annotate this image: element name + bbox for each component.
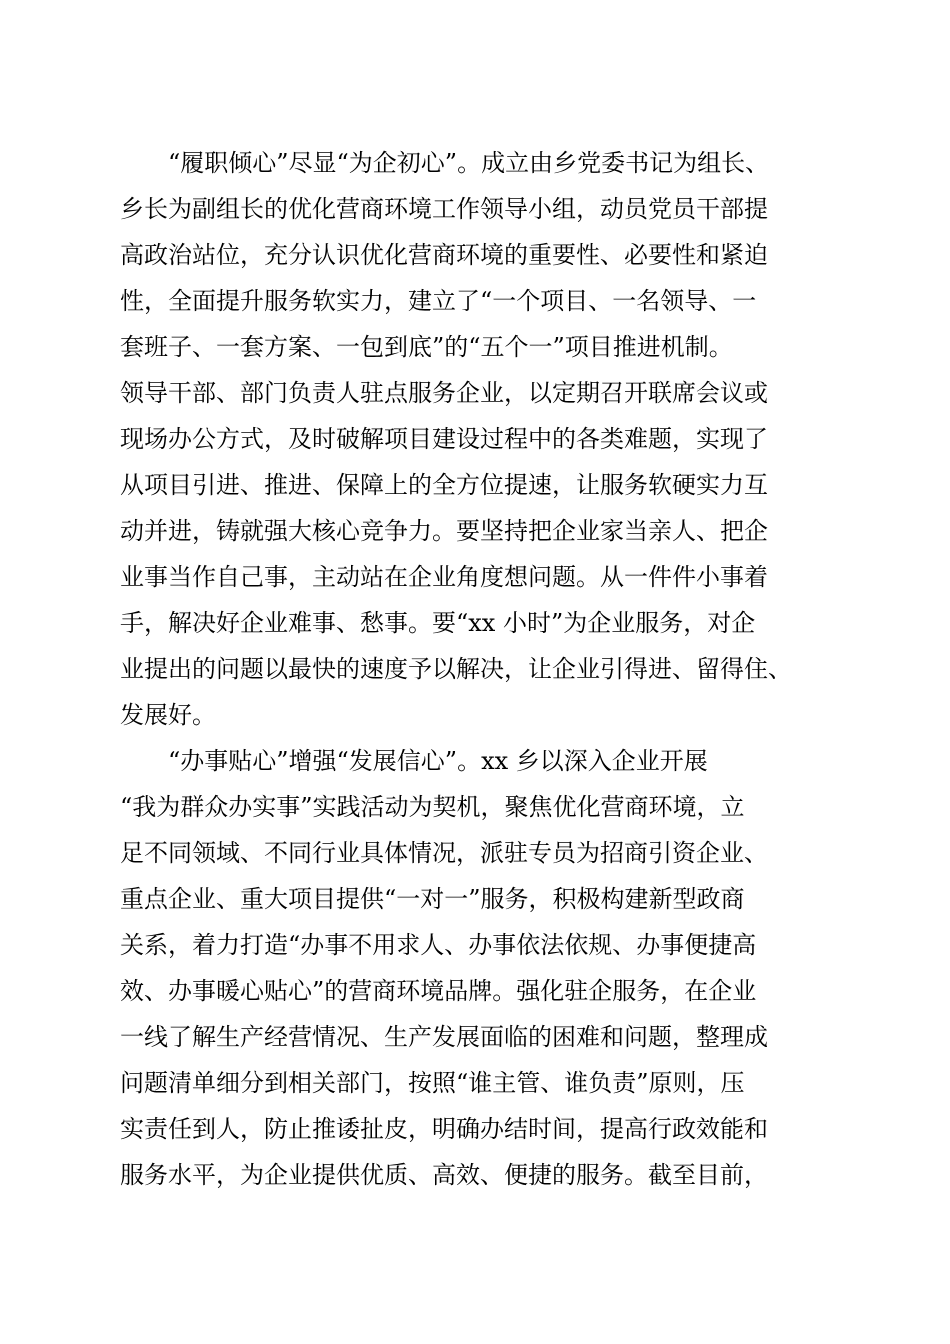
paragraph-2 [120,738,830,1198]
paragraph-line: 发展好。 [120,701,216,729]
paragraph-line: “办事贴心”增强“发展信心”。xx 乡以深入企业开展 [168,747,708,775]
paragraph-line: 关系，着力打造“办事不用求人、办事依法依规、办事便捷高 [120,931,757,959]
paragraph-line: 乡长为副组长的优化营商环境工作领导小组，动员党员干部提 [120,195,768,223]
paragraph-1 [120,140,830,738]
paragraph-line: 套班子、一套方案、一包到底”的“五个一”项目推进机制。 [120,333,733,361]
paragraph-line: 一线了解生产经营情况、生产发展面临的困难和问题，整理成 [120,1023,768,1051]
paragraph-line: 效、办事暖心贴心”的营商环境品牌。强化驻企服务，在企业 [120,977,757,1005]
paragraph-line: 手，解决好企业难事、愁事。要“xx 小时”为企业服务，对企 [120,609,756,637]
paragraph-line: 领导干部、部门负责人驻点服务企业，以定期召开联席会议或 [120,379,768,407]
paragraph-line: 业提出的问题以最快的速度予以解决，让企业引得进、留得住、 [120,655,792,683]
paragraph-line: “我为群众办实事”实践活动为契机，聚焦优化营商环境，立 [120,793,745,821]
paragraph-line: 现场办公方式，及时破解项目建设过程中的各类难题，实现了 [120,425,768,453]
paragraph-line: 足不同领域、不同行业具体情况，派驻专员为招商引资企业、 [120,839,768,867]
paragraph-line: 动并进，铸就强大核心竞争力。要坚持把企业家当亲人、把企 [120,517,768,545]
paragraph-line: 重点企业、重大项目提供“一对一”服务，积极构建新型政商 [120,885,745,913]
paragraph-line: 性，全面提升服务软实力，建立了“一个项目、一名领导、一 [120,287,757,315]
paragraph-line: 高政治站位，充分认识优化营商环境的重要性、必要性和紧迫 [120,241,768,269]
paragraph-line: “履职倾心”尽显“为企初心”。成立由乡党委书记为组长、 [168,149,770,177]
paragraph-line: 业事当作自己事，主动站在企业角度想问题。从一件件小事着 [120,563,768,591]
paragraph-line: 问题清单细分到相关部门，按照“谁主管、谁负责”原则，压 [120,1069,745,1097]
paragraph-line: 实责任到人，防止推诿扯皮，明确办结时间，提高行政效能和 [120,1115,768,1143]
paragraph-line: 从项目引进、推进、保障上的全方位提速，让服务软硬实力互 [120,471,768,499]
document-body [120,140,830,1198]
paragraph-line: 服务水平，为企业提供优质、高效、便捷的服务。截至目前， [120,1161,768,1189]
